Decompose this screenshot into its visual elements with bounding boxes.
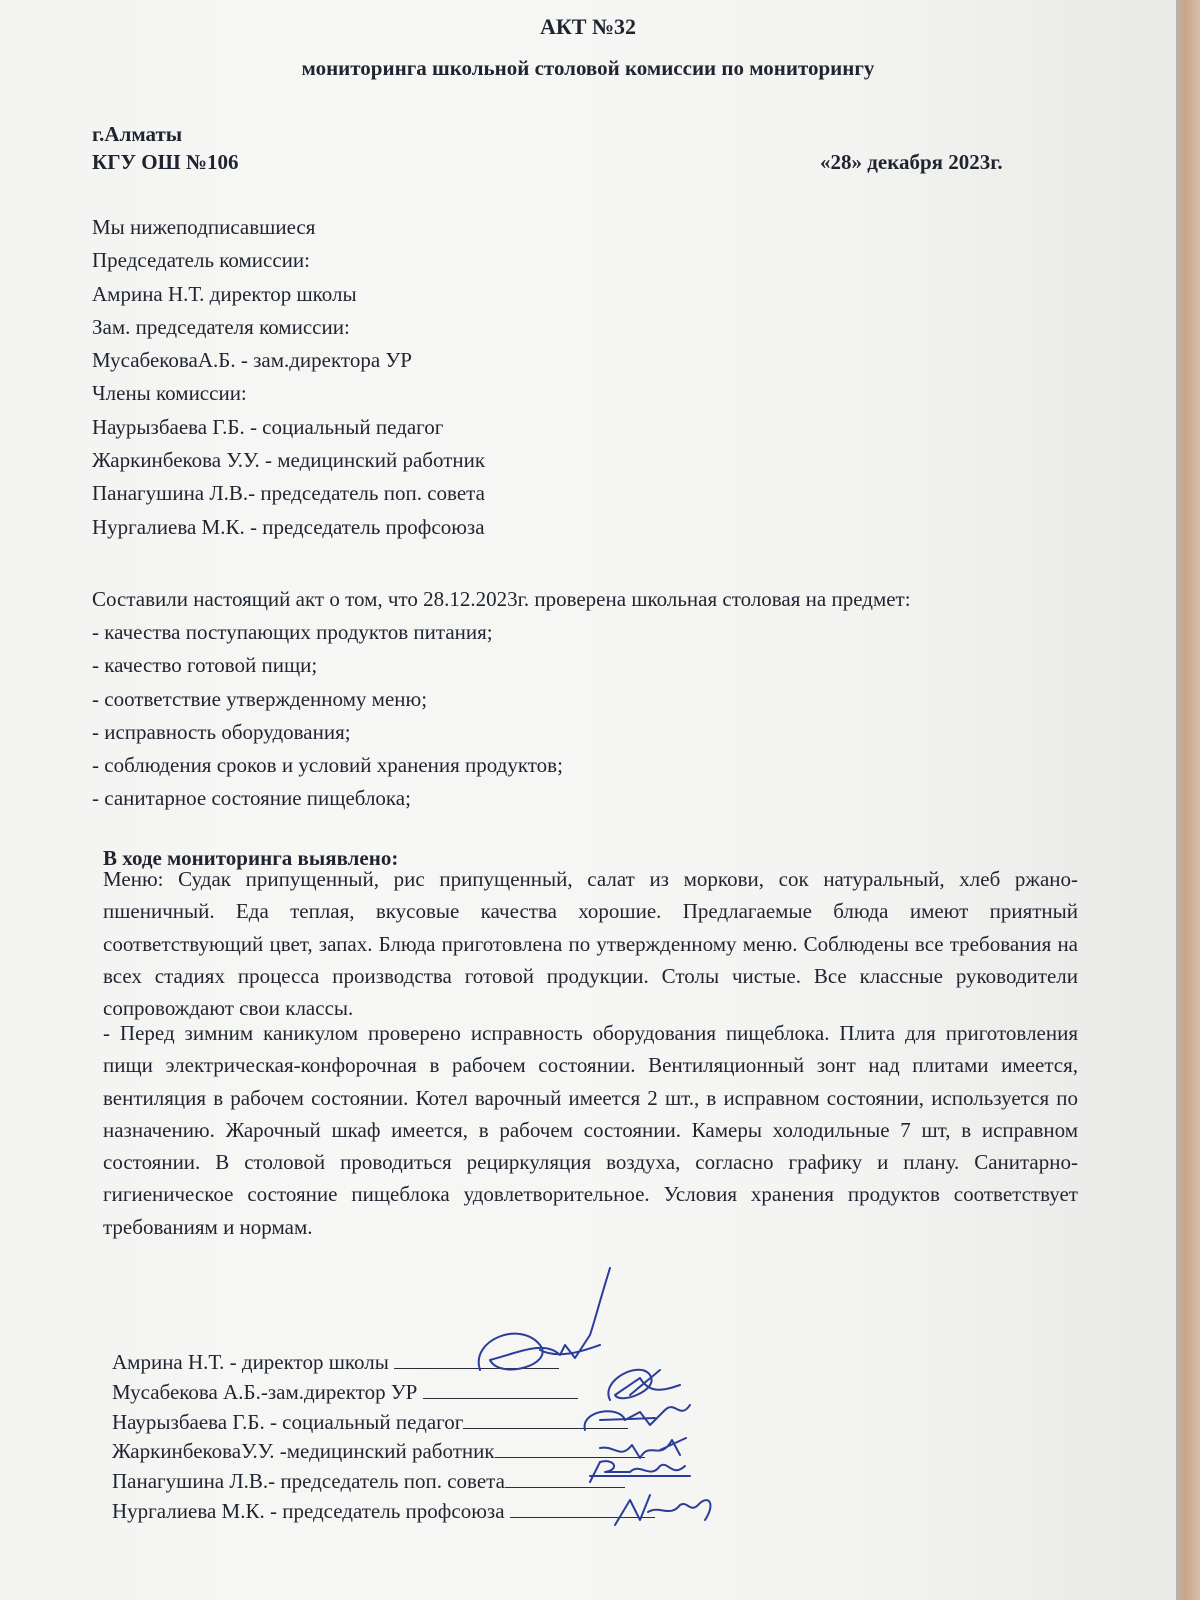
scope-item: - соблюдения сроков и условий хранения продуктов; [92, 753, 563, 778]
members-line: Наурызбаева Г.Б. - социальный педагог [92, 414, 444, 439]
findings-paragraph-menu: Меню: Судак припущенный, рис припущенный, салат из моркови, сок натуральный, хлеб ржано-пшеничный. Еда теплая, вкусовые качества хорошие. Предлагаемые блюда имеют приятный соответствующий цвет, запах. Блюда приготовлена по утвержденному меню. Соблюдены все требования на всех стадиях процесса производства готовой продукции. Столы чистые. Все классные руководители сопровождают свои классы. [103, 867, 1078, 1021]
signature-line [495, 1456, 645, 1458]
paper-edge-background [1176, 0, 1200, 1600]
scope-item: - качества поступающих продуктов питания; [92, 620, 493, 645]
members-line: Амрина Н.Т. директор школы [92, 281, 357, 306]
signature-row [112, 1467, 655, 1497]
scope-item: - качество готовой пищи; [92, 653, 318, 678]
signature-row [112, 1497, 655, 1527]
members-line: Панагушина Л.В.- председатель поп. совета [92, 481, 485, 506]
city-label: г.Алматы [92, 122, 183, 146]
findings-paragraph-equipment: - Перед зимним каникулом проверено исправность оборудования пищеблока. Плита для приготовления пищи электрическая-конфорочная в рабочем состоянии. Вентиляционный зонт над плитами имеется, вентиляция в рабочем состоянии. Котел варочный имеется 2 шт., в исправном состоянии, используется по назначению. Жарочный шкаф имеется, в рабочем состоянии. Камеры холодильные 7 шт, в исправном состоянии. В столовой проводиться рециркуляция воздуха, согласно графику и плану. Санитарно-гигиеническое состояние пищеблока удовлетворительное. Условия хранения продуктов соответствует требованиям и нормам. [103, 1021, 1078, 1239]
document-date: «28» декабря 2023г. [820, 150, 1003, 174]
members-line: Нургалиева М.К. - председатель профсоюза [92, 514, 485, 539]
signature-line [423, 1397, 578, 1399]
signature-line [394, 1367, 559, 1369]
findings-heading: В ходе мониторинга выявлено: [103, 846, 399, 870]
signer-name: Нургалиева М.К. - председатель профсоюза [112, 1498, 505, 1523]
signer-name: Наурызбаева Г.Б. - социальный педагог [112, 1409, 464, 1434]
scope-item: - исправность оборудования; [92, 719, 351, 744]
signature-line [505, 1486, 625, 1488]
signature-row [112, 1378, 655, 1408]
signer-name: Мусабекова А.Б.-зам.директор УР [112, 1379, 418, 1404]
members-line: Жаркинбекова У.У. - медицинский работник [92, 448, 486, 473]
members-line: МусабековаА.Б. - зам.директора УР [92, 348, 412, 373]
members-line: Мы нижеподписавшиеся [92, 215, 316, 239]
document-title: АКТ №32 [539, 14, 637, 39]
document-subtitle: мониторинга школьной столовой комиссии по мониторингу [301, 56, 875, 80]
signer-name: Амрина Н.Т. - директор школы [112, 1350, 389, 1374]
signature-line [510, 1516, 655, 1518]
signature-row [112, 1348, 655, 1378]
organization-label: КГУ ОШ №106 [92, 150, 239, 174]
signature-row [112, 1437, 655, 1467]
members-line: Члены комиссии: [92, 381, 247, 406]
signature-block [112, 1348, 655, 1527]
signature-row [112, 1408, 655, 1438]
inspection-scope [92, 583, 911, 815]
signer-name: Панагушина Л.В.- председатель поп. совета [112, 1469, 505, 1494]
signer-name: ЖаркинбековаУ.У. -медицинский работник [112, 1439, 495, 1464]
scope-item: - соответствие утвержденному меню; [92, 686, 428, 711]
scope-item: - санитарное состояние пищеблока; [92, 786, 411, 811]
intro-statement: Составили настоящий акт о том, что 28.12.2023г. проверена школьная столовая на предмет: [92, 587, 911, 611]
signature-line [463, 1427, 628, 1429]
members-line: Председатель комиссии: [92, 248, 310, 273]
members-line: Зам. председателя комиссии: [92, 314, 350, 339]
commission-members [92, 211, 485, 544]
